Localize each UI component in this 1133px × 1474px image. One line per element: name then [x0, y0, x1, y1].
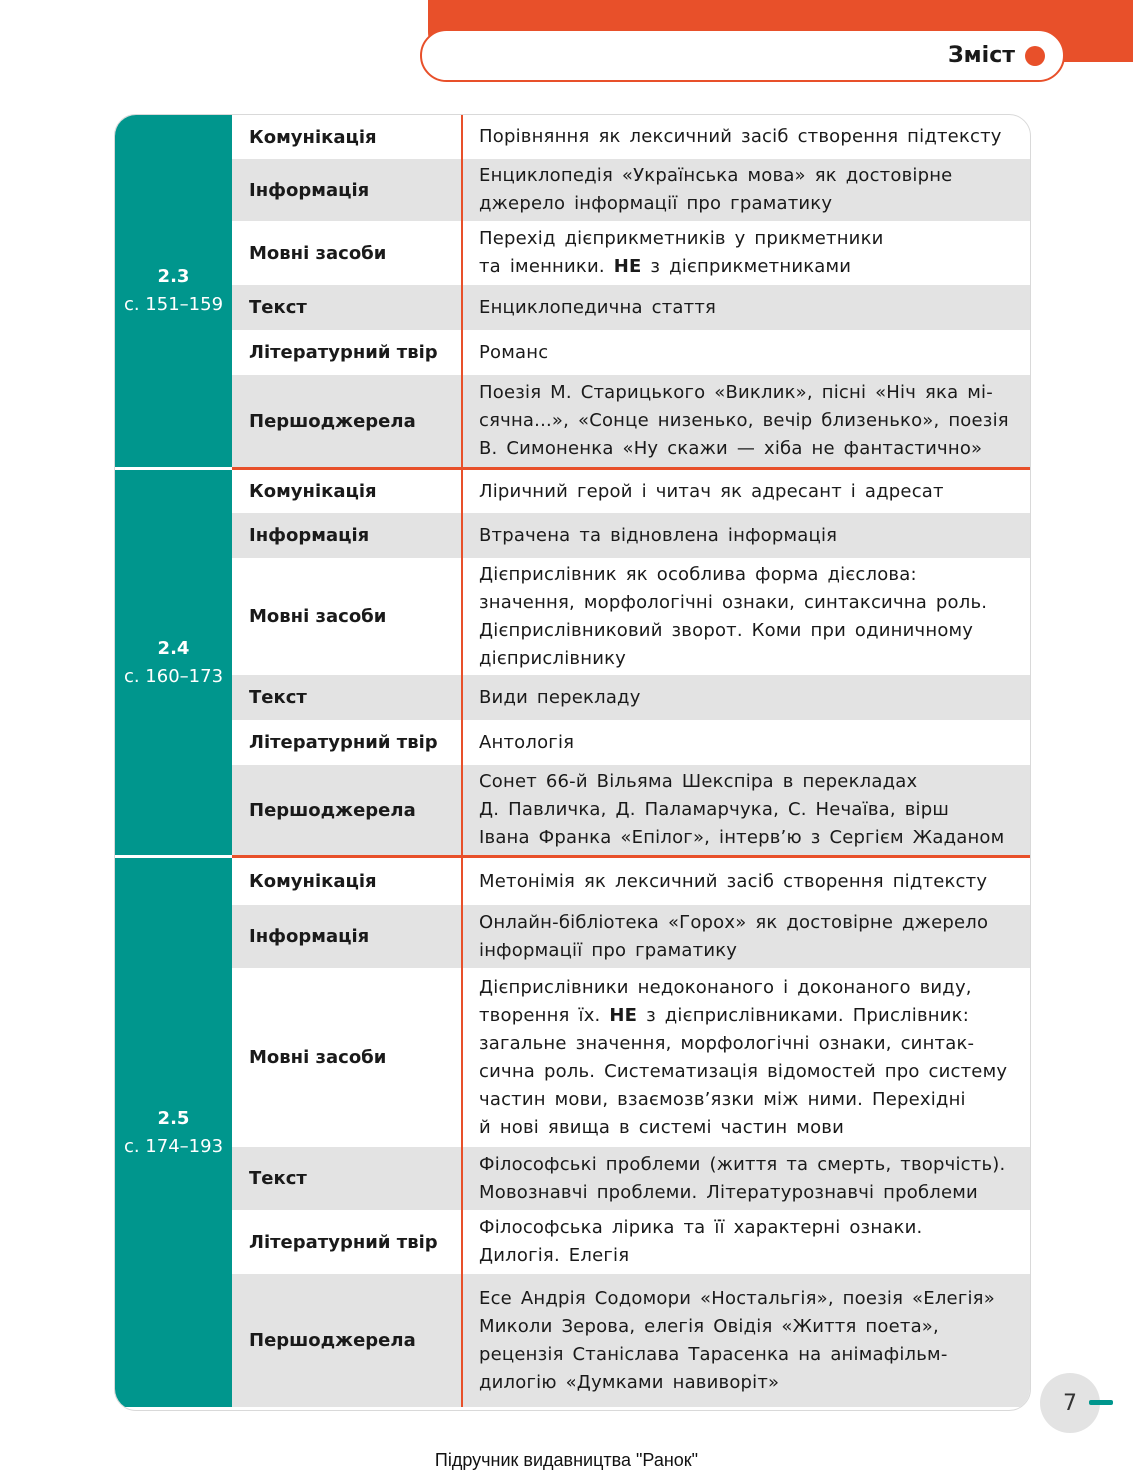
row-category: Мовні засоби	[232, 221, 463, 285]
table-row	[232, 375, 1030, 467]
description-line: Ліричний герой і читач як адресант і адресат	[479, 480, 944, 502]
description-line: В. Симоненка «Ну скажи — хіба не фантастично»	[479, 438, 983, 459]
row-category: Інформація	[232, 159, 463, 221]
description-line: джерело інформації про граматику	[479, 193, 833, 214]
description-line: загальне значення, морфологічні ознаки, синтак-	[479, 1032, 975, 1054]
page-number-text: 7	[1063, 1390, 1077, 1416]
description-line: Енциклопедична стаття	[479, 296, 717, 318]
row-category: Мовні засоби	[232, 968, 463, 1147]
table-row	[232, 558, 1030, 675]
table-row	[232, 330, 1030, 375]
emphasis-text: НЕ	[613, 256, 642, 277]
description-line: Сонет 66-й Вільяма Шекспіра в перекладах	[479, 771, 918, 792]
text-fragment: з дієприслівниками. Прислівник:	[637, 1004, 969, 1026]
description-line: Д. Павличка, Д. Паламарчука, С. Нечаїва, вірш	[479, 799, 950, 820]
description-line: Есе Андрія Содомори «Ностальгія», поезія «Елегія»	[479, 1287, 995, 1309]
contents-table	[114, 114, 1031, 1411]
description-line: Дієприслівник як особлива форма дієслова:	[479, 563, 917, 585]
description-line: Філософська лірика та її характерні ознаки.	[479, 1217, 923, 1238]
table-row	[232, 1274, 1030, 1407]
table-row	[232, 1210, 1030, 1274]
header-title-pill	[420, 29, 1065, 82]
row-description	[463, 375, 1030, 467]
description-line: Онлайн-бібліотека «Горох» як достовірне джерело	[479, 911, 989, 933]
section-label	[115, 115, 232, 467]
description-line: Втрачена та відновлена інформація	[479, 524, 838, 546]
table-row	[232, 720, 1030, 765]
table-row	[232, 513, 1030, 558]
description-line: Івана Франка «Епілог», інтерв’ю з Сергієм Жаданом	[479, 827, 1005, 848]
row-category: Літературний твір	[232, 720, 463, 765]
description-line: дієприслівнику	[479, 647, 627, 669]
description-line: Мовознавчі проблеми. Літературознавчі проблеми	[479, 1181, 978, 1203]
text-fragment: та іменники.	[479, 256, 614, 277]
description-line	[479, 1002, 1022, 1030]
description-line: значення, морфологічні ознаки, синтаксична роль.	[479, 591, 988, 613]
row-category: Комунікація	[232, 115, 463, 159]
row-description	[463, 765, 1030, 855]
row-category: Текст	[232, 1147, 463, 1210]
section-number: 2.4	[157, 637, 190, 659]
row-description	[463, 558, 1030, 675]
page-dash-icon	[1089, 1400, 1113, 1405]
description-line: Метонімія як лексичний засіб створення підтексту	[479, 870, 988, 892]
row-category: Першоджерела	[232, 765, 463, 855]
row-description	[463, 285, 1030, 330]
table-row	[232, 115, 1030, 159]
description-line: Порівняння як лексичний засіб створення підтексту	[479, 126, 1002, 147]
section-number: 2.5	[157, 1107, 190, 1129]
title-bullet-icon	[1025, 46, 1045, 66]
description-line: дилогію «Думками навиворіт»	[479, 1371, 780, 1393]
row-description	[463, 1147, 1030, 1210]
row-description	[463, 1274, 1030, 1407]
description-line: Енциклопедія «Українська мова» як достовірне	[479, 165, 953, 186]
table-row	[232, 765, 1030, 855]
section-label	[115, 470, 232, 855]
section-pages: с. 174–193	[123, 1135, 224, 1157]
row-category: Літературний твір	[232, 1210, 463, 1274]
row-description	[463, 470, 1030, 513]
row-description	[463, 968, 1030, 1147]
row-description	[463, 159, 1030, 221]
section-rows	[232, 115, 1030, 467]
row-category: Текст	[232, 285, 463, 330]
text-fragment: творення їх.	[479, 1004, 610, 1026]
table-row	[232, 285, 1030, 330]
description-line: Романс	[479, 341, 549, 363]
row-description	[463, 905, 1030, 968]
section-2-3	[115, 115, 1030, 467]
table-row	[232, 1147, 1030, 1210]
row-description	[463, 675, 1030, 720]
row-category: Інформація	[232, 513, 463, 558]
table-row	[232, 905, 1030, 968]
description-line: частин мови, взаємозв’язки між ними. Перехідні	[479, 1088, 966, 1110]
row-description	[463, 513, 1030, 558]
row-category: Комунікація	[232, 858, 463, 905]
section-label	[115, 858, 232, 1407]
table-row	[232, 470, 1030, 513]
table-row	[232, 968, 1030, 1147]
description-line: й нові явища в системі частин мови	[479, 1116, 844, 1138]
section-rows	[232, 470, 1030, 855]
description-line	[479, 253, 1022, 281]
description-line: Миколи Зерова, елегія Овідія «Життя поета»,	[479, 1315, 939, 1337]
row-category: Текст	[232, 675, 463, 720]
section-pages: с. 160–173	[123, 665, 224, 687]
section-rows	[232, 858, 1030, 1407]
section-pages: с. 151–159	[123, 294, 224, 315]
description-line: сячна...», «Сонце низенько, вечір близенько», поезія	[479, 410, 1009, 431]
description-line: Поезія М. Старицького «Виклик», пісні «Ніч яка мі-	[479, 382, 993, 403]
row-description	[463, 115, 1030, 159]
row-category: Мовні засоби	[232, 558, 463, 675]
row-category: Інформація	[232, 905, 463, 968]
description-line: Види перекладу	[479, 686, 641, 708]
row-description	[463, 330, 1030, 375]
table-row	[232, 675, 1030, 720]
table-row	[232, 159, 1030, 221]
row-category: Комунікація	[232, 470, 463, 513]
emphasis-text: НЕ	[609, 1004, 638, 1026]
description-line: Перехід дієприкметників у прикметники	[479, 228, 884, 249]
description-line: Філософські проблеми (життя та смерть, творчість).	[479, 1153, 1006, 1175]
section-2-5	[115, 855, 1030, 1407]
description-line: інформації про граматику	[479, 939, 738, 961]
page-title: Зміст	[948, 43, 1015, 68]
table-row	[232, 858, 1030, 905]
description-line: Дієприслівниковий зворот. Коми при одиничному	[479, 619, 974, 641]
description-line: Дилогія. Елегія	[479, 1245, 630, 1266]
publisher-footer: Підручник видавництва "Ранок"	[434, 1450, 699, 1470]
description-line: Дієприслівники недоконаного і доконаного виду,	[479, 976, 972, 998]
row-category: Першоджерела	[232, 1274, 463, 1407]
text-fragment: з дієприкметниками	[641, 256, 852, 277]
table-row	[232, 221, 1030, 285]
description-line: сична роль. Систематизація відомостей про систему	[479, 1060, 1008, 1082]
row-category: Літературний твір	[232, 330, 463, 375]
row-description	[463, 858, 1030, 905]
description-line: Антологія	[479, 731, 575, 753]
description-line: рецензія Станіслава Тарасенка на анімафільм-	[479, 1343, 948, 1365]
row-description	[463, 1210, 1030, 1274]
row-description	[463, 720, 1030, 765]
row-category: Першоджерела	[232, 375, 463, 467]
section-2-4	[115, 467, 1030, 855]
section-number: 2.3	[157, 266, 190, 287]
row-description	[463, 221, 1030, 285]
